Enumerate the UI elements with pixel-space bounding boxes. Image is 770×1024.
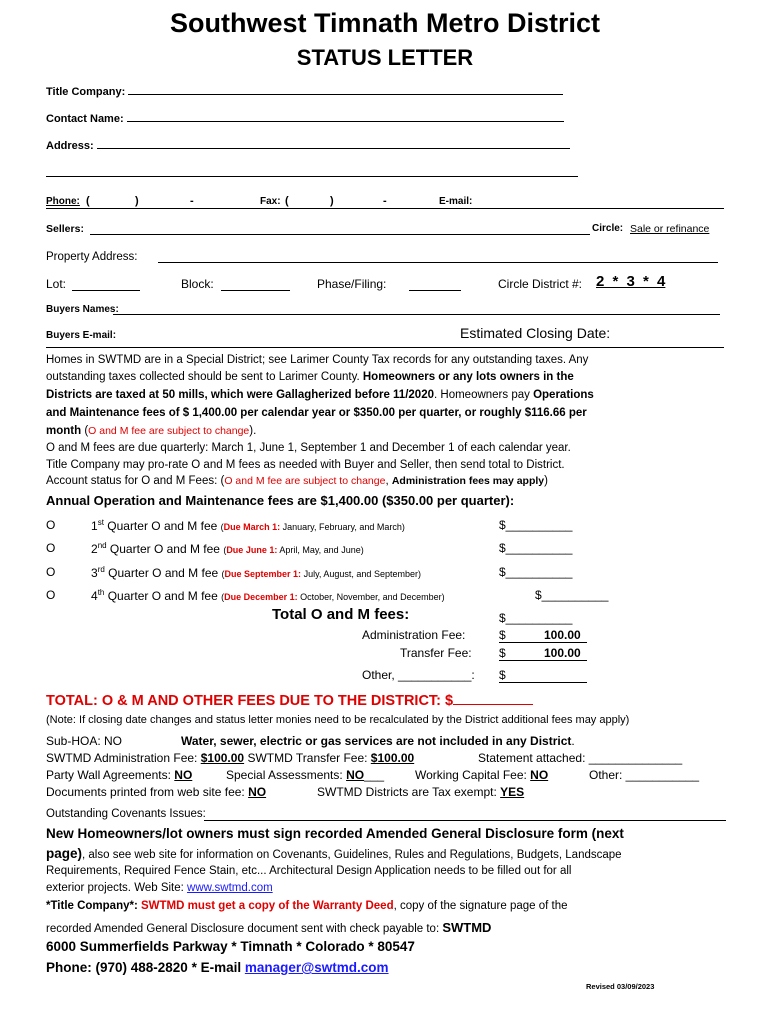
phone-paren-close: ) (135, 195, 139, 207)
quarter-bullet: O (46, 588, 56, 602)
sellers-field[interactable] (90, 234, 590, 235)
lot-label: Lot: (46, 277, 67, 291)
quarter-amount-field[interactable]: $__________ (499, 541, 573, 555)
new-owner-line-4: exterior projects. Web Site: www.swtmd.com (46, 882, 273, 894)
intro-line-2: outstanding taxes collected should be sent to Larimer County. Homeowners or any lots owners in the (46, 371, 574, 383)
quarter-amount-field[interactable]: $__________ (535, 588, 609, 602)
quarter-bullet: O (46, 518, 56, 532)
revised-date: Revised 03/09/2023 (586, 982, 655, 991)
fax-dash: - (383, 195, 387, 207)
new-owner-line-2: page), also see web site for information on Covenants, Guidelines, Rules and Regulations, Budgets, Landscape (46, 846, 622, 861)
contact-name-field[interactable] (127, 111, 564, 122)
phone-paren-open: ( (86, 195, 90, 207)
quarter-amount-field[interactable]: $__________ (499, 518, 573, 532)
swtmd-fees-row: SWTMD Administration Fee: $100.00 SWTMD Transfer Fee: $100.00 (46, 751, 415, 765)
other-fee-field[interactable] (499, 682, 587, 683)
contact-name-row (46, 111, 564, 125)
title-company-field[interactable] (128, 84, 563, 95)
intro-line-6: O and M fees are due quarterly: March 1, June 1, September 1 and December 1 of each calendar year. (46, 442, 571, 454)
phase-label: Phase/Filing: (317, 277, 387, 291)
other-fee-label[interactable]: Other, ___________: (362, 668, 475, 682)
buyers-email-field[interactable] (46, 347, 724, 348)
fax-label: Fax: (260, 196, 281, 207)
lot-field[interactable] (72, 290, 140, 291)
intro-line-5: month (O and M fee are subject to change). (46, 425, 257, 437)
party-wall: Party Wall Agreements: NO (46, 768, 193, 782)
intro-line-8: Account status for O and M Fees: (O and M fee are subject to change, Administration fees may apply) (46, 475, 548, 487)
tax-exempt: SWTMD Districts are Tax exempt: YES (317, 785, 525, 799)
district-address: 6000 Summerfields Parkway * Timnath * Colorado * 80547 (46, 939, 415, 954)
transfer-fee-value: $ 100.00 (499, 646, 581, 660)
transfer-fee-underline (499, 660, 587, 661)
block-label: Block: (181, 277, 214, 291)
buyers-names-label: Buyers Names: (46, 304, 119, 315)
statement-attached[interactable]: Statement attached: ______________ (478, 751, 683, 765)
email-link[interactable]: manager@swtmd.com (244, 960, 389, 975)
email-label: E-mail: (439, 196, 473, 207)
buyers-names-field[interactable] (113, 314, 720, 315)
covenants-label: Outstanding Covenants Issues: (46, 808, 206, 820)
other-fee-dollar: $ (499, 668, 506, 682)
document-subtitle: STATUS LETTER (296, 45, 474, 70)
quarter-label: 3rd Quarter O and M fee (Due September 1: July, August, and September) (91, 565, 421, 580)
district-options[interactable]: 2 * 3 * 4 (596, 273, 666, 290)
total-om-field[interactable]: $__________ (499, 611, 573, 625)
title-company-note-2: recorded Amended General Disclosure document sent with check payable to: SWTMD (46, 920, 492, 935)
working-capital: Working Capital Fee: NO (415, 768, 549, 782)
title-company-note: *Title Company*: SWTMD must get a copy of the Warranty Deed, copy of the signature page of the (46, 900, 568, 912)
sellers-label: Sellers: (46, 223, 84, 235)
special-assessments: Special Assessments: NO___ (226, 768, 385, 782)
intro-line-7: Title Company may pro-rate O and M fees as needed with Buyer and Seller, then send total to District. (46, 459, 565, 471)
address-line-2[interactable] (46, 166, 578, 177)
phase-field[interactable] (409, 290, 461, 291)
contact-name-label: Contact Name: (46, 113, 124, 125)
quarter-label: 4th Quarter O and M fee (Due December 1: October, November, and December) (91, 588, 445, 603)
utilities-note: Water, sewer, electric or gas services are not included in any District. (181, 734, 575, 748)
fax-paren-open: ( (285, 195, 289, 207)
phone-label: Phone: (46, 196, 80, 207)
quarter-label: 2nd Quarter O and M fee (Due June 1: April, May, and June) (91, 541, 364, 556)
admin-fee-label: Administration Fee: (362, 628, 466, 642)
admin-fee-underline (499, 642, 587, 643)
transfer-fee-label: Transfer Fee: (400, 646, 472, 660)
covenants-field[interactable] (204, 820, 726, 821)
buyers-email-label: Buyers E-mail: (46, 330, 117, 341)
other-detail[interactable]: Other: ___________ (589, 768, 700, 782)
property-address-label: Property Address: (46, 251, 138, 263)
annual-heading: Annual Operation and Maintenance fees are $1,400.00 ($350.00 per quarter): (46, 493, 515, 508)
new-owner-line-1: New Homeowners/lot owners must sign recorded Amended General Disclosure form (next (46, 826, 624, 841)
title-company-label: Title Company: (46, 86, 126, 98)
address-field[interactable] (97, 138, 570, 149)
closing-date-label: Estimated Closing Date: (460, 325, 611, 341)
address-label: Address: (46, 140, 94, 152)
block-field[interactable] (221, 290, 290, 291)
district-contact: Phone: (970) 488-2820 * E-mail manager@swtmd.com (46, 960, 389, 975)
address-row (46, 138, 570, 152)
sale-or-refinance-option[interactable]: Sale or refinance (630, 223, 710, 235)
quarter-amount-field[interactable]: $__________ (499, 565, 573, 579)
title-company-row (46, 84, 563, 98)
quarter-bullet: O (46, 565, 56, 579)
phone-dash: - (190, 195, 194, 207)
circle-label: Circle: (592, 223, 624, 234)
intro-line-1: Homes in SWTMD are in a Special District; see Larimer County Tax records for any outstanding taxes. Any (46, 354, 589, 366)
contact-line[interactable] (46, 208, 724, 209)
grand-total-heading: TOTAL: O & M AND OTHER FEES DUE TO THE DISTRICT: $ (46, 692, 533, 709)
intro-line-4: and Maintenance fees of $ 1,400.00 per calendar year or $350.00 per quarter, or roughly $116.66 per (46, 407, 587, 419)
document-title: Southwest Timnath Metro District (169, 8, 601, 38)
recalc-note: (Note: If closing date changes and status letter monies need to be recalculated by the District additional fees may apply) (46, 714, 630, 726)
admin-fee-value: $ 100.00 (499, 628, 581, 642)
sub-hoa: Sub-HOA: NO (46, 734, 123, 748)
documents-fee: Documents printed from web site fee: NO (46, 785, 267, 799)
circle-district-label: Circle District #: (498, 277, 583, 291)
website-link[interactable]: www.swtmd.com (187, 882, 273, 894)
fax-paren-close: ) (330, 195, 334, 207)
new-owner-line-3: Requirements, Required Fence Stain, etc... Architectural Design Application needs to be filled out for all (46, 865, 572, 877)
quarter-bullet: O (46, 541, 56, 555)
quarter-label: 1st Quarter O and M fee (Due March 1: January, February, and March) (91, 518, 405, 533)
total-om-label: Total O and M fees: (272, 606, 410, 623)
intro-line-3: Districts are taxed at 50 mills, which were Gallagherized before 11/2020. Homeowners pay Operations (46, 389, 594, 401)
property-address-field[interactable] (158, 262, 718, 263)
